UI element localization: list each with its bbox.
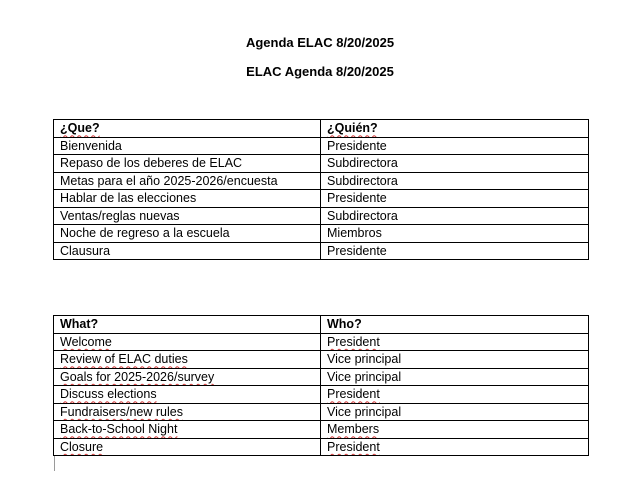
header-who-text: ¿Quién? xyxy=(327,121,378,136)
table-row xyxy=(54,333,589,351)
agenda-item-cell: Ventas/reglas nuevas xyxy=(54,207,321,225)
agenda-item-cell xyxy=(54,403,321,421)
agenda-item-text: Review of ELAC duties xyxy=(60,352,188,367)
responsible-cell: Vice principal xyxy=(321,368,589,386)
table-row xyxy=(54,225,589,243)
agenda-item-cell xyxy=(54,386,321,404)
responsible-cell: Vice principal xyxy=(321,351,589,369)
responsible-cell: Miembros xyxy=(321,225,589,243)
agenda-item-cell xyxy=(54,368,321,386)
table-header-row xyxy=(54,316,589,334)
page-title-spanish: Agenda ELAC 8/20/2025 xyxy=(245,35,395,50)
responsible-cell: Subdirectora xyxy=(321,172,589,190)
header-what xyxy=(54,120,321,138)
page-title-english: ELAC Agenda 8/20/2025 xyxy=(246,64,394,79)
responsible-text: President xyxy=(327,387,380,402)
table-row xyxy=(54,242,589,260)
table-header-row xyxy=(54,120,589,138)
agenda-item-text: Goals for 2025-2026/survey xyxy=(60,369,215,384)
responsible-cell xyxy=(321,333,589,351)
agenda-item-cell: Bienvenida xyxy=(54,137,321,155)
header-what-text: ¿Que? xyxy=(60,121,100,136)
table-row xyxy=(54,190,589,208)
responsible-cell: Presidente xyxy=(321,242,589,260)
responsible-cell: Subdirectora xyxy=(321,207,589,225)
table-row xyxy=(54,403,589,421)
agenda-item-text: Back-to-School Night xyxy=(60,422,178,437)
responsible-cell: Presidente xyxy=(321,137,589,155)
agenda-table-spanish xyxy=(53,119,589,260)
agenda-item-cell xyxy=(54,351,321,369)
agenda-item-cell: Repaso de los deberes de ELAC xyxy=(54,155,321,173)
agenda-item-cell xyxy=(54,333,321,351)
table-row xyxy=(54,421,589,439)
table-row xyxy=(54,386,589,404)
agenda-item-cell xyxy=(54,438,321,456)
responsible-cell: Vice principal xyxy=(321,403,589,421)
header-what: What? xyxy=(54,316,321,334)
responsible-cell xyxy=(321,421,589,439)
table-row xyxy=(54,207,589,225)
agenda-item-text: Closure xyxy=(60,439,104,454)
responsible-cell: Presidente xyxy=(321,190,589,208)
responsible-text: Members xyxy=(327,422,380,437)
responsible-cell xyxy=(321,386,589,404)
agenda-item-cell: Noche de regreso a la escuela xyxy=(54,225,321,243)
table-row xyxy=(54,172,589,190)
table-row xyxy=(54,438,589,456)
agenda-item-cell xyxy=(54,421,321,439)
responsible-cell: Subdirectora xyxy=(321,155,589,173)
responsible-cell xyxy=(321,438,589,456)
table-row xyxy=(54,137,589,155)
agenda-item-cell: Clausura xyxy=(54,242,321,260)
header-who: Who? xyxy=(321,316,589,334)
agenda-item-text: Welcome xyxy=(60,334,112,349)
responsible-text: President xyxy=(327,439,380,454)
agenda-item-cell: Hablar de las elecciones xyxy=(54,190,321,208)
agenda-item-text: Fundraisers/new rules xyxy=(60,404,183,419)
agenda-item-cell: Metas para el año 2025-2026/encuesta xyxy=(54,172,321,190)
table-row xyxy=(54,351,589,369)
table-row xyxy=(54,368,589,386)
responsible-text: President xyxy=(327,334,380,349)
text-cursor xyxy=(54,456,55,471)
agenda-item-text: Discuss elections xyxy=(60,387,157,402)
header-who xyxy=(321,120,589,138)
table-row xyxy=(54,155,589,173)
agenda-table-english xyxy=(53,315,589,456)
